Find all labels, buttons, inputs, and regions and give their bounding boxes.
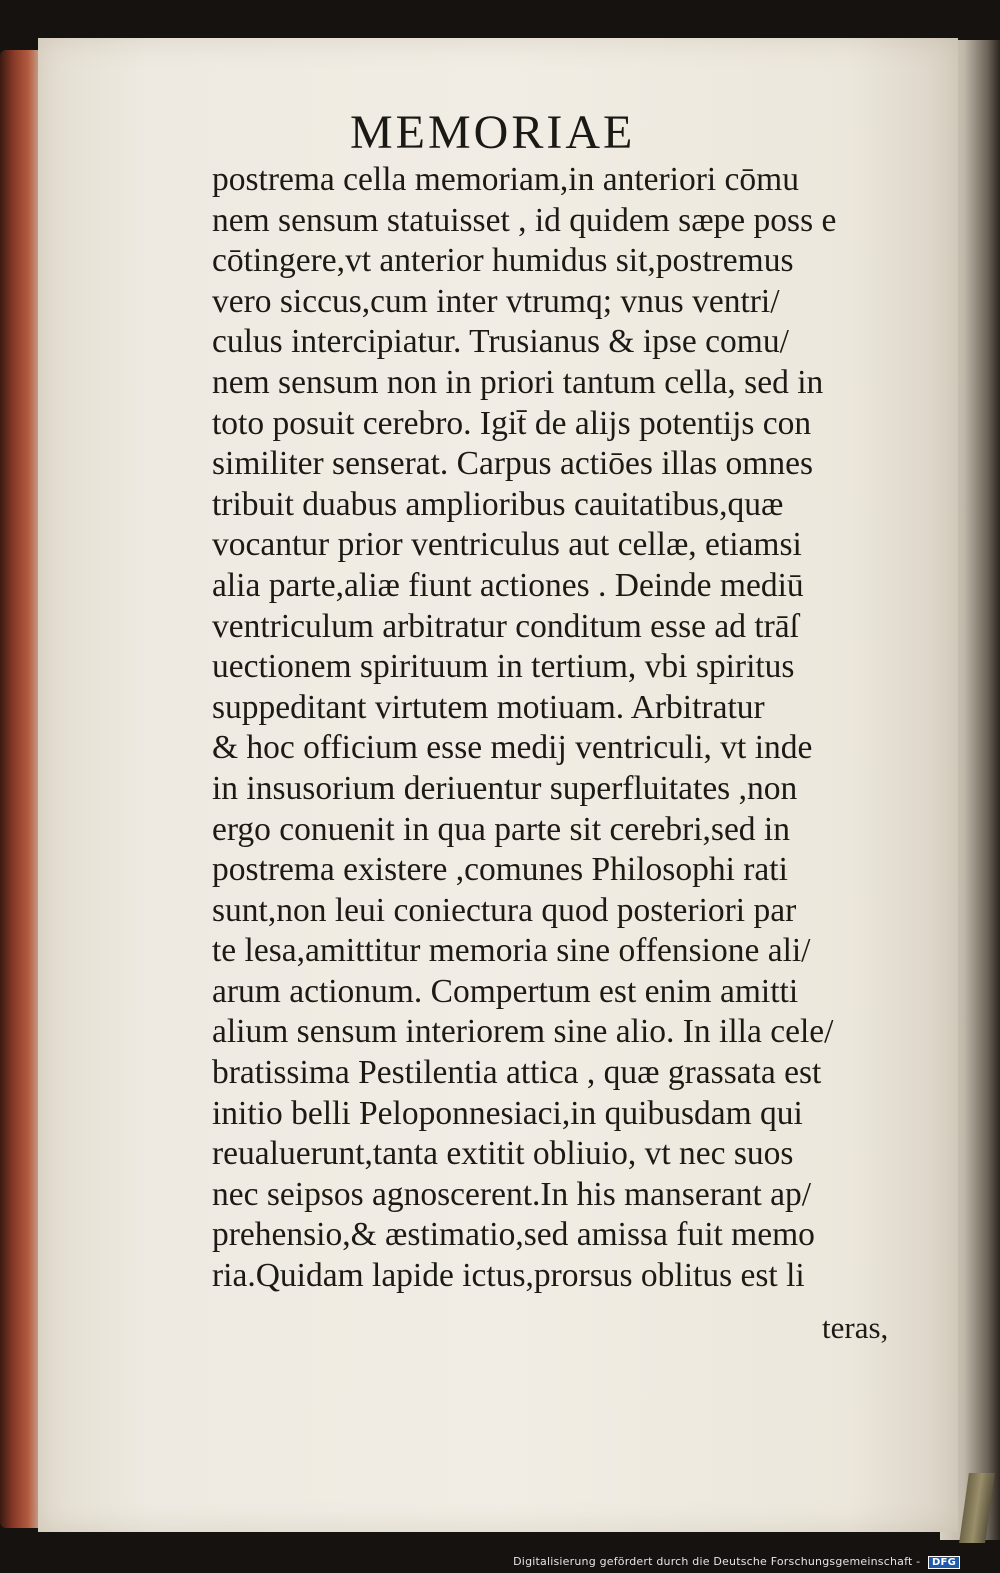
text-line: postrema cella memoriam,in anteriori cōmu	[212, 161, 799, 198]
digitization-credit	[513, 1555, 960, 1569]
text-line: nec seipsos agnoscerent.In his manserant ap/	[212, 1175, 812, 1213]
text-line: prehensio,& æstimatio,sed amissa fuit memo	[212, 1216, 815, 1254]
text-line: ria.Quidam lapide ictus,prorsus oblitus est li	[212, 1257, 805, 1295]
text-line: culus intercipiatur. Trusianus & ipse comu/	[212, 323, 789, 361]
text-line: reualuerunt,tanta extitit obliuio, vt nec suos	[212, 1135, 794, 1173]
text-line: suppeditant virtutem motiuam. Arbitratur	[212, 688, 765, 726]
text-line: in insusorium deriuentur superfluitates ,non	[212, 769, 798, 807]
text-line: toto posuit cerebro. Igit̄ de alijs potentijs con	[212, 404, 812, 442]
text-line: similiter senserat. Carpus actiōes illas omnes	[212, 445, 814, 483]
text-line: tribuit duabus amplioribus cauitatibus,quæ	[212, 485, 784, 523]
text-line: vero siccus,cum inter vtrumq; vnus ventri/	[212, 282, 780, 320]
text-line: vocantur prior ventriculus aut cellæ, etiamsi	[212, 526, 802, 564]
text-line: uectionem spirituum in tertium, vbi spiritus	[212, 648, 795, 686]
catchword: teras,	[822, 1310, 889, 1345]
text-line: nem sensum statuisset , id quidem sæpe poss e	[212, 201, 837, 239]
dfg-logo: DFG	[928, 1556, 960, 1569]
running-head: MEMORIAE	[350, 106, 636, 159]
text-line: bratissima Pestilentia attica , quæ grassata est	[212, 1054, 822, 1092]
text-line: te lesa,amittitur memoria sine offensione ali/	[212, 932, 811, 970]
text-line: ergo conuenit in qua parte sit cerebri,sed in	[212, 810, 790, 848]
text-line: alia parte,aliæ fiunt actiones . Deinde mediū	[212, 566, 804, 604]
credit-text: Digitalisierung gefördert durch die Deutsche Forschungsgemeinschaft -	[513, 1555, 921, 1568]
text-line: alium sensum interiorem sine alio. In illa cele/	[212, 1013, 834, 1051]
body-text	[212, 160, 922, 1297]
text-line: postrema existere ,comunes Philosophi rati	[212, 851, 788, 889]
book-binding-edge	[0, 50, 40, 1528]
text-line: sunt,non leui coniectura quod posteriori par	[212, 891, 797, 929]
text-line: nem sensum non in priori tantum cella, sed in	[212, 363, 824, 401]
text-line: & hoc officium esse medij ventriculi, vt inde	[212, 729, 813, 767]
text-line: cōtingere,vt anterior humidus sit,postremus	[212, 242, 794, 280]
text-line: arum actionum. Compertum est enim amitti	[212, 972, 799, 1010]
text-line: ventriculum arbitratur conditum esse ad trāſ	[212, 607, 799, 645]
text-line: initio belli Peloponnesiaci,in quibusdam qui	[212, 1094, 803, 1132]
